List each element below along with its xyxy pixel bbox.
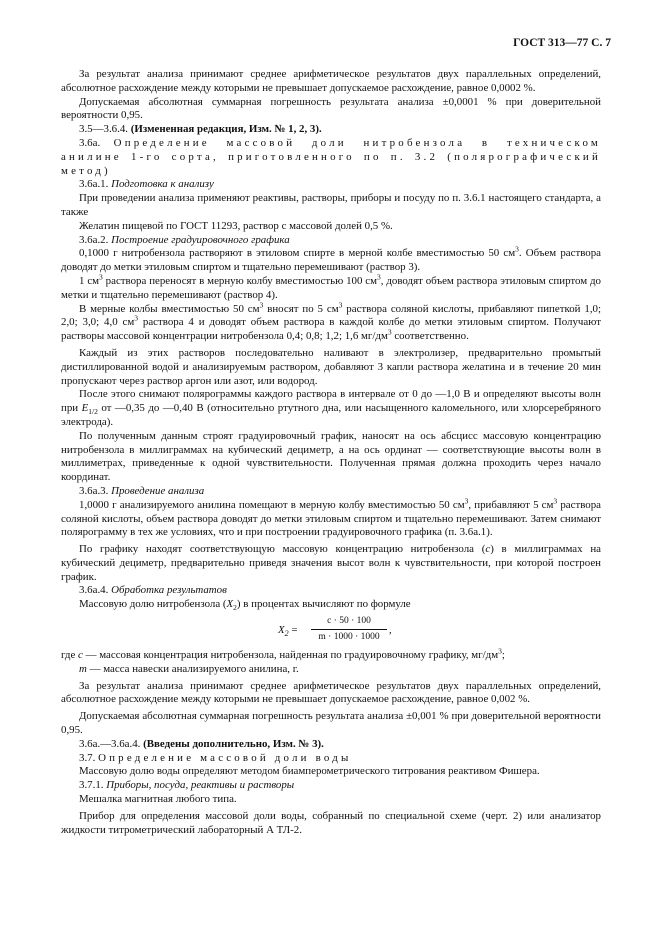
- clause-number: 3.6а.1.: [79, 178, 109, 191]
- section-heading-water: [61, 752, 601, 766]
- subsection-title: Обработка результатов: [111, 584, 227, 597]
- subsection-title: Проведение анализа: [111, 484, 205, 497]
- formula-x2: [61, 615, 601, 647]
- section-title: Определение массовой доли нитробензола в техническом анилине 1-го сорта, приготовленного по п. 3.2 (полярографический метод): [61, 136, 601, 177]
- subsection-preparation: [61, 178, 601, 192]
- subsection-calibration: [61, 234, 601, 248]
- page-header: ГОСТ 313—77 С. 7: [513, 37, 611, 49]
- paragraph-amendment-2: [61, 738, 601, 752]
- clause-number: 3.7.1.: [79, 779, 104, 792]
- clause-number: 3.7.: [79, 751, 96, 764]
- formula-fraction: [311, 615, 387, 644]
- paragraph-result-2: За результат анализа принимают среднее арифметическое результатов двух параллельных определений, абсолютное расхождение между которыми не превышает допускаемое расхождение, равное 0,002 %.: [61, 679, 601, 706]
- subsection-instruments: [61, 779, 601, 793]
- paragraph-result-1: За результат анализа принимают среднее арифметическое результатов двух параллельных определений, абсолютное расхождение между которыми не превышает допускаемое расхождение, равное 0,0002 %.: [61, 68, 601, 94]
- variable-m-definition: m — масса навески анализируемого анилина, г.: [79, 662, 299, 675]
- paragraph-flasks: В мерные колбы вместимостью 50 $см^3$ вносят по 5 $см^3$ раствора соляной кислоты, прибавляют пипеткой 1,0; 2,0; 3,0; 4,0 $см^3$ раствора 4 и доводят объем раствора в каждой колбе до метки этиловым спиртом. Получают растворы массовой концентрации нитробензола 0,4; 0,8; 1,2; 1,6 $мг/дм^3$ соответственно.: [61, 299, 602, 343]
- paragraph-polarograms: После этого снимают полярограммы каждого раствора в интервале от 0 до —1,0 В и определяют высоты волн при $E_{1/2}$ от —0,35 до —0,40 В (относительно ртутного дна, или насыщенного каломельного, или хлорсеребряного электрода).: [61, 388, 601, 428]
- subsection-title: Приборы, посуда, реактивы и растворы: [106, 779, 295, 792]
- clause-number: 3.6а.—3.6а.4.: [79, 737, 141, 750]
- paragraph-electrolyzer: Каждый из этих растворов последовательно наливают в электролизер, предварительно промытый дистиллированной водой и анализируемым раствором, добавляют 3 капли раствора желатина и в течение 20 мин пропускают через раствор аргон или азот, или водород.: [61, 346, 601, 387]
- formula-denominator: m · 1000 · 1000: [318, 632, 380, 643]
- paragraph-stirrer: Мешалка магнитная любого типа.: [79, 793, 237, 806]
- clause-number: 3.5—3.6.4.: [79, 123, 129, 136]
- subsection-analysis: [61, 485, 601, 499]
- paragraph-fischer: Массовую долю воды определяют методом биамперометрического титрования реактивом Фишера.: [79, 765, 540, 778]
- formula-numerator: c · 50 · 100: [311, 615, 387, 630]
- paragraph-aniline: 1,0000 г анализируемого анилина помещают в мерную колбу вместимостью 50 $см^3$, прибавляют 5 $см^3$ раствора соляной кислоты, объем раствора доводят до метки этиловым спиртом и тщательно перемешивают. Затем снимают полярограмму в тех же условиях, что и при построении градуировочного графика (п. 3.6а.1).: [61, 496, 601, 539]
- paragraph-solution-3: 0,1000 г нитробензола растворяют в этиловом спирте в мерной колбе вместимостью 50 $см^3$. Объем раствора доводят до метки этиловым спиртом и тщательно перемешивают (раствор 3).: [61, 244, 601, 274]
- subsection-title: Подготовка к анализу: [111, 178, 214, 191]
- clause-number: 3.6а.4.: [79, 584, 109, 597]
- paragraph-error-2: Допускаемая абсолютная суммарная погрешность результата анализа ±0,001 % при доверительной вероятности 0,95.: [61, 710, 601, 737]
- paragraph-reagents: При проведении анализа применяют реактивы, растворы, приборы и посуду по п. 3.6.1 настоящего стандарта, а также: [61, 192, 601, 218]
- formula-comma: ,: [389, 624, 392, 637]
- paragraph-amendment-1: [61, 123, 601, 137]
- clause-number: 3.6а.2.: [79, 233, 109, 246]
- amendment-note: (Измененная редакция, Изм. № 1, 2, 3).: [130, 123, 322, 136]
- paragraph-formula-intro: Массовую долю нитробензола $(X_2)$ в процентах вычисляют по формуле: [79, 598, 411, 613]
- amendment-note: (Введены дополнительно, Изм. № 3).: [143, 737, 324, 750]
- paragraph-gelatin: Желатин пищевой по ГОСТ 11293, раствор с массовой долей 0,5 %.: [79, 219, 393, 232]
- clause-number: 3.6а.3.: [79, 484, 109, 497]
- paragraph-concentration: По графику находят соответствующую массовую концентрацию нитробензола (с) в миллиграммах на кубический дециметр, предварительно приведя значения высот волн к чувствительности, при которой построен график.: [61, 543, 601, 583]
- paragraph-solution-4: 1 $см^3$ раствора переносят в мерную колбу вместимостью 100 $см^3$, доводят объем раствора этиловым спиртом до метки и тщательно перемешивают (раствор 4).: [61, 272, 601, 301]
- formula-lhs: $X_2$ =: [278, 624, 298, 639]
- subsection-processing: [61, 584, 601, 598]
- paragraph-graph: По полученным данным строят градуировочный график, наносят на ось абсцисс массовую концентрацию нитробензола в миллиграммах на кубический дециметр, а на ось ординат — соответствующие высоты волн в миллиметрах, приведенные к одной чувствительности. Полученная прямая должна проходить через начало координат.: [61, 429, 601, 484]
- clause-number: 3.6а.: [79, 136, 101, 149]
- paragraph-device: Прибор для определения массовой доли воды, собранный по специальной схеме (черт. 2) или анализатор жидкости титрометрический лабораторный А ТЛ-2.: [61, 809, 601, 836]
- section-title: Определение массовой доли воды: [98, 751, 352, 764]
- section-heading-nitrobenzene: [61, 137, 601, 178]
- paragraph-error-1: Допускаемая абсолютная суммарная погрешность результата анализа ±0,0001 % при доверительной вероятности 0,95.: [61, 95, 601, 122]
- subsection-title: Построение градуировочного графика: [111, 233, 290, 246]
- variable-c-definition: где с — массовая концентрация нитробензола, найденная по градуировочному графику, $мг/дм^3$;: [61, 646, 505, 662]
- document-body: [61, 68, 601, 837]
